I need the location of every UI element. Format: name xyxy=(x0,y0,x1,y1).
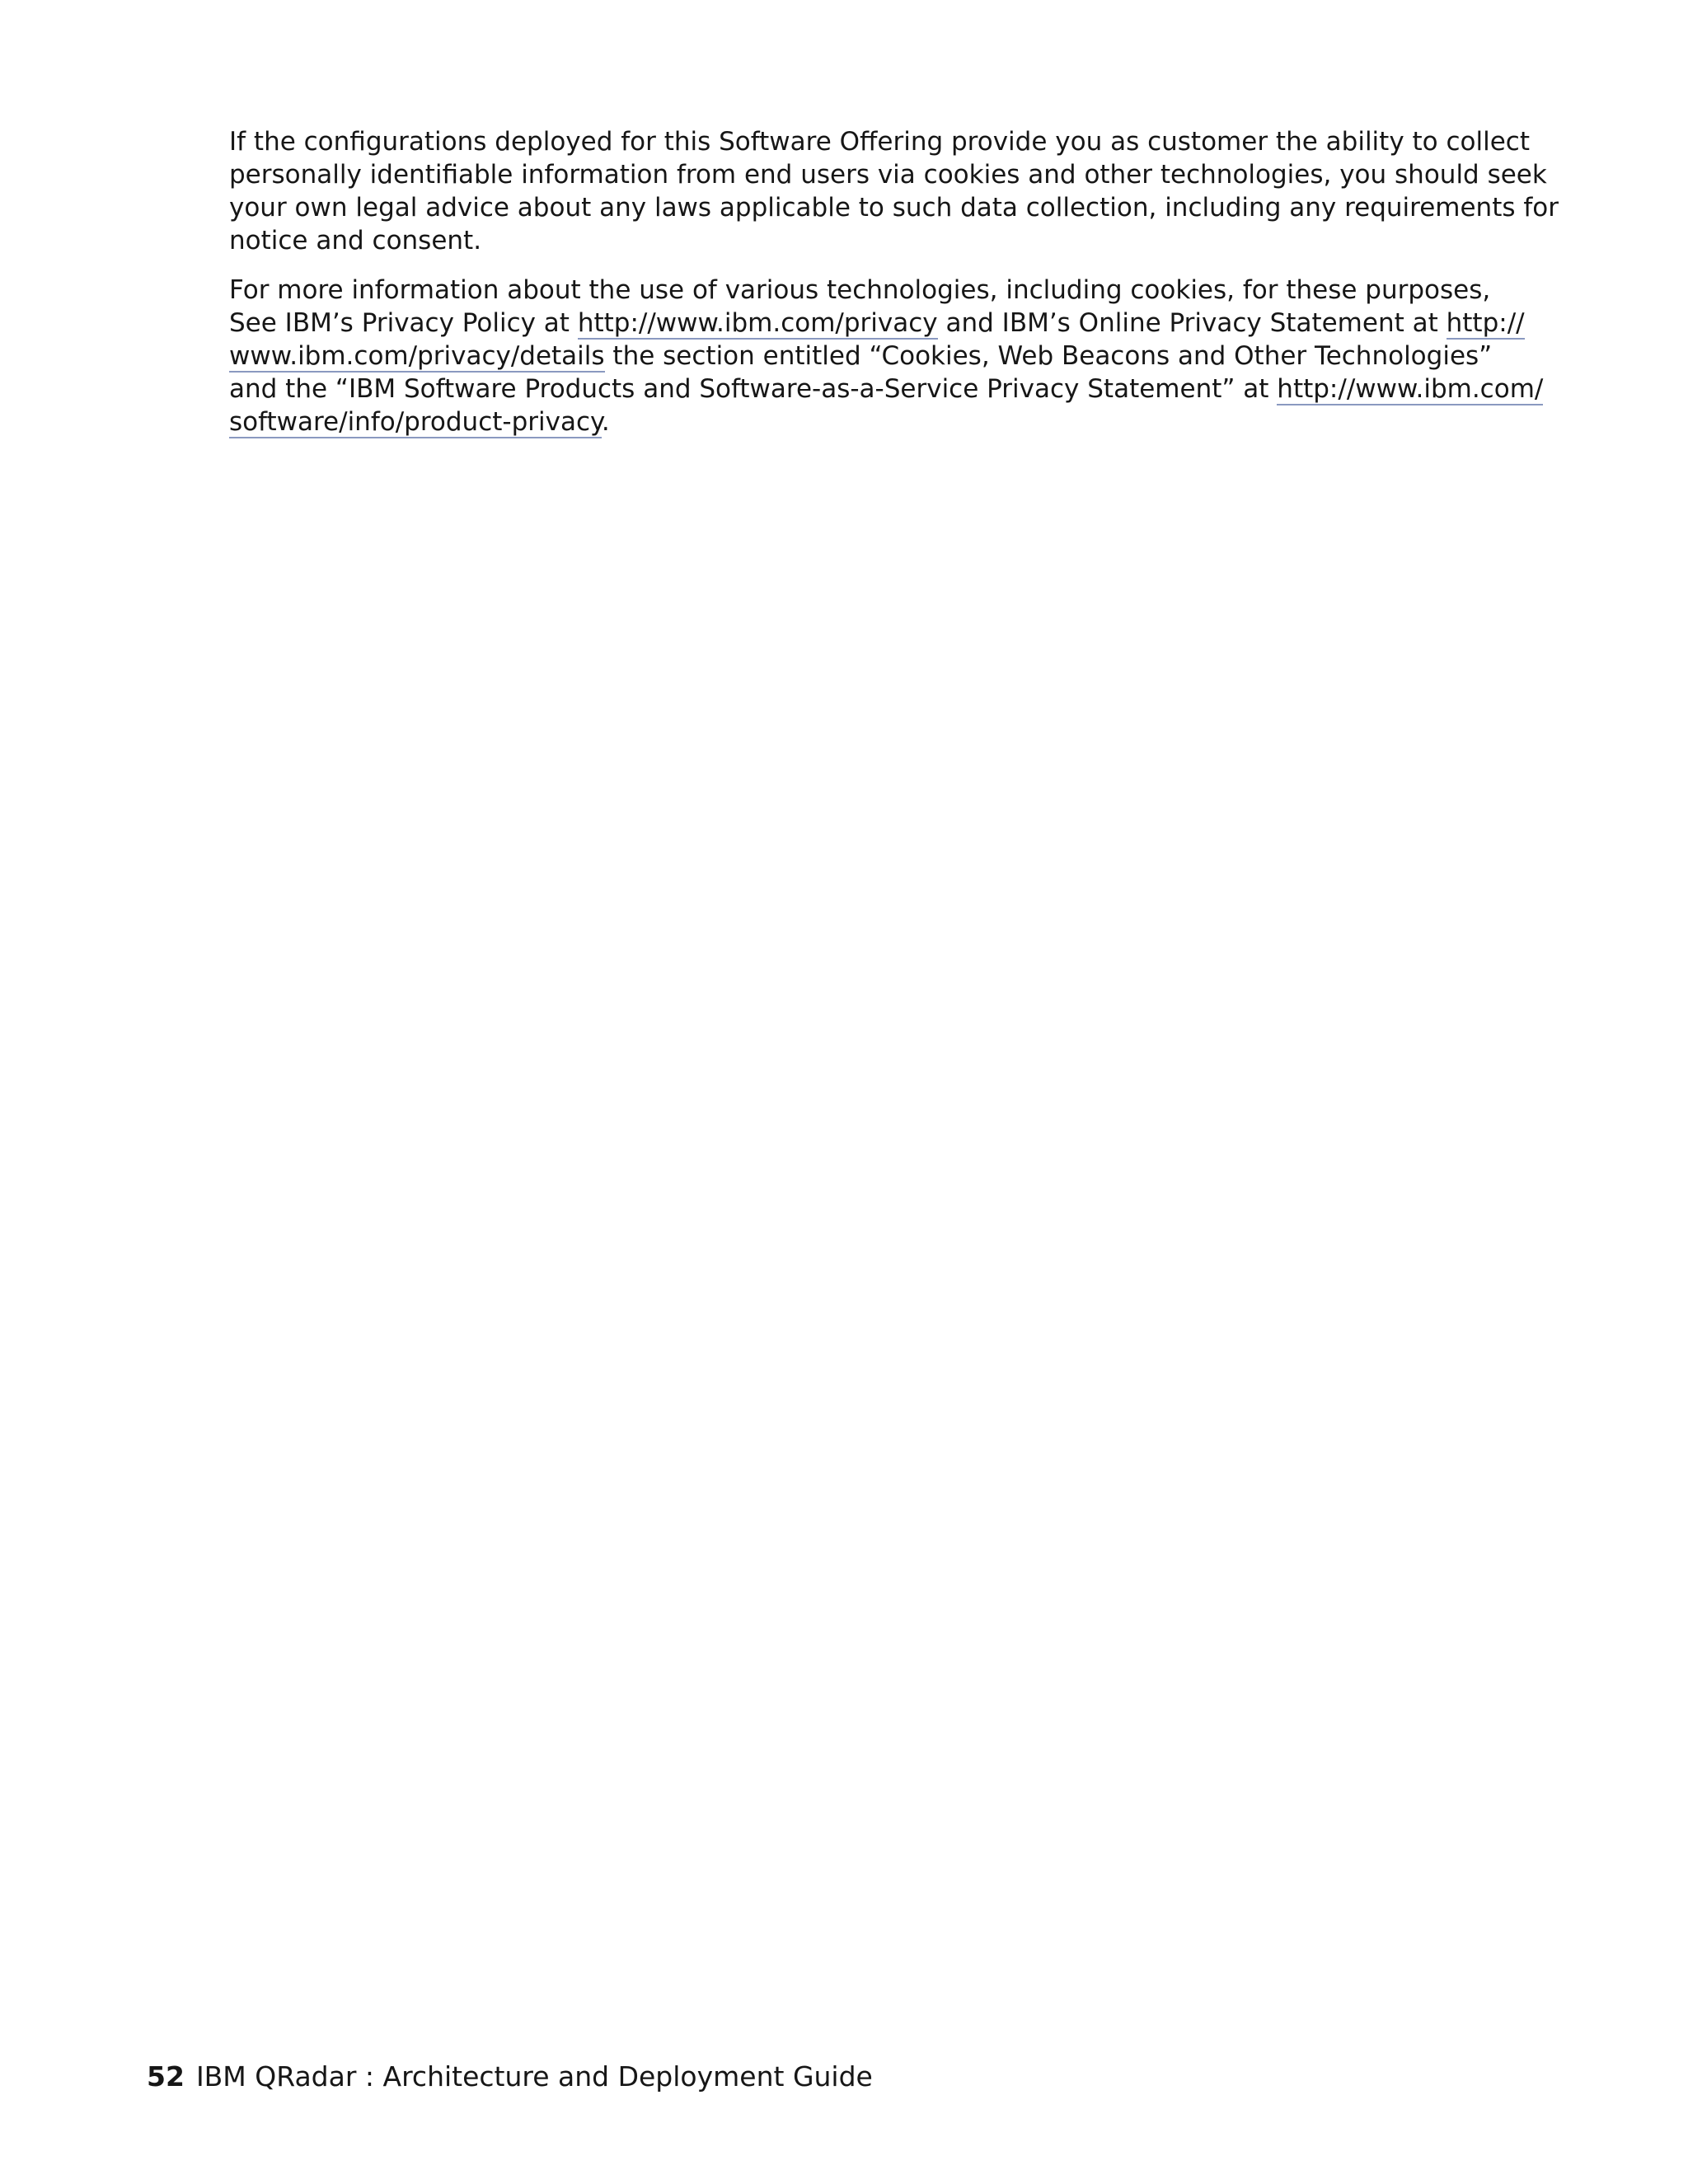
paragraph-line: If the configurations deployed for this Software Offering provide you as customer the ability to collect xyxy=(229,127,1531,157)
paragraph-line: For more information about the use of various technologies, including cookies, for these purposes, xyxy=(229,275,1491,305)
product-privacy-link-part1[interactable]: http://www.ibm.com/ xyxy=(1277,374,1544,404)
paragraph-line: notice and consent. xyxy=(229,226,482,255)
privacy-paragraph-2 xyxy=(229,274,1544,438)
page-content xyxy=(229,125,1559,455)
product-privacy-link-part2[interactable]: software/info/product-privacy xyxy=(229,407,602,437)
paragraph-line xyxy=(229,340,1515,373)
text-segment: the section entitled “Cookies, Web Beacons and Other Technologies” xyxy=(604,341,1493,371)
privacy-details-link-part2[interactable]: www.ibm.com/privacy/details xyxy=(229,341,605,371)
paragraph-line: your own legal advice about any laws applicable to such data collection, including any requirements for xyxy=(229,193,1559,223)
page-footer xyxy=(147,2060,873,2093)
text-segment: See IBM’s Privacy Policy at xyxy=(229,308,578,338)
privacy-details-link-part1[interactable]: http:// xyxy=(1446,308,1525,338)
paragraph-line xyxy=(229,373,1544,405)
privacy-policy-link[interactable]: http://www.ibm.com/privacy xyxy=(577,308,938,338)
text-segment: and IBM’s Online Privacy Statement at xyxy=(937,308,1447,338)
page-number: 52 xyxy=(147,2060,185,2093)
paragraph-line: personally identifiable information from end users via cookies and other technologies, you should seek xyxy=(229,160,1547,190)
paragraph-line xyxy=(229,307,1525,340)
paragraph-line xyxy=(229,405,1515,438)
text-segment: and the “IBM Software Products and Software-as-a-Service Privacy Statement” at xyxy=(229,374,1278,404)
text-segment: . xyxy=(601,407,610,437)
privacy-paragraph-1 xyxy=(229,125,1559,257)
document-title: IBM QRadar : Architecture and Deployment Guide xyxy=(195,2060,873,2093)
